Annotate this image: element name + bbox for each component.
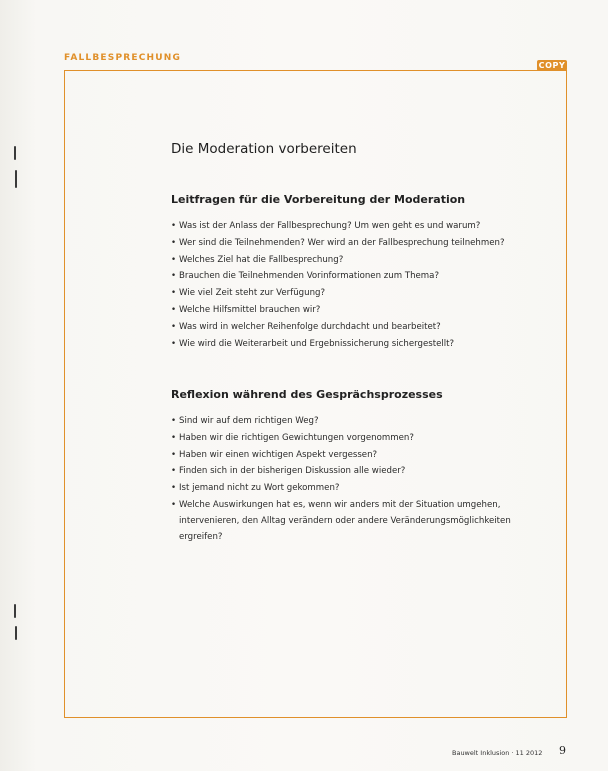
list-item: • Wie viel Zeit steht zur Verfügung? xyxy=(171,285,531,302)
copy-badge: COPY xyxy=(538,61,566,70)
list-item: • Was wird in welcher Reihenfolge durchdacht und bearbeitet? xyxy=(171,319,531,336)
guideline-list xyxy=(171,218,531,352)
list-item: • Wie wird die Weiterarbeit und Ergebnissicherung sichergestellt? xyxy=(171,336,531,353)
scan-mark xyxy=(14,146,16,160)
list-item: • Sind wir auf dem richtigen Weg? xyxy=(171,413,531,430)
scan-mark xyxy=(15,626,17,640)
section-heading-reflection: Reflexion während des Gesprächsprozesses xyxy=(171,388,443,401)
list-item: • Was ist der Anlass der Fallbesprechung? Um wen geht es und warum? xyxy=(171,218,531,235)
page-number: 9 xyxy=(559,744,566,757)
list-item: • Wer sind die Teilnehmenden? Wer wird an der Fallbesprechung teilnehmen? xyxy=(171,235,531,252)
list-item: • Ist jemand nicht zu Wort gekommen? xyxy=(171,480,531,497)
list-item: • Welches Ziel hat die Fallbesprechung? xyxy=(171,252,531,269)
scan-mark xyxy=(14,604,16,618)
list-item: • Welche Auswirkungen hat es, wenn wir anders mit der Situation umgehen, intervenieren, den Alltag verändern oder andere Veränderungsmöglichkeiten ergreifen? xyxy=(171,497,531,545)
section-heading-guidelines: Leitfragen für die Vorbereitung der Moderation xyxy=(171,193,466,206)
reflection-list xyxy=(171,413,531,545)
scan-mark xyxy=(15,170,17,188)
page-title: Die Moderation vorbereiten xyxy=(171,141,357,157)
list-item: • Haben wir einen wichtigen Aspekt vergessen? xyxy=(171,447,531,464)
section-label: FALLBESPRECHUNG xyxy=(64,53,182,63)
list-item: • Welche Hilfsmittel brauchen wir? xyxy=(171,302,531,319)
footer-source: Bauwelt Inklusion · 11 2012 xyxy=(452,749,543,757)
list-item: • Brauchen die Teilnehmenden Vorinformationen zum Thema? xyxy=(171,268,531,285)
list-item: • Finden sich in der bisherigen Diskussion alle wieder? xyxy=(171,463,531,480)
list-item: • Haben wir die richtigen Gewichtungen vorgenommen? xyxy=(171,430,531,447)
